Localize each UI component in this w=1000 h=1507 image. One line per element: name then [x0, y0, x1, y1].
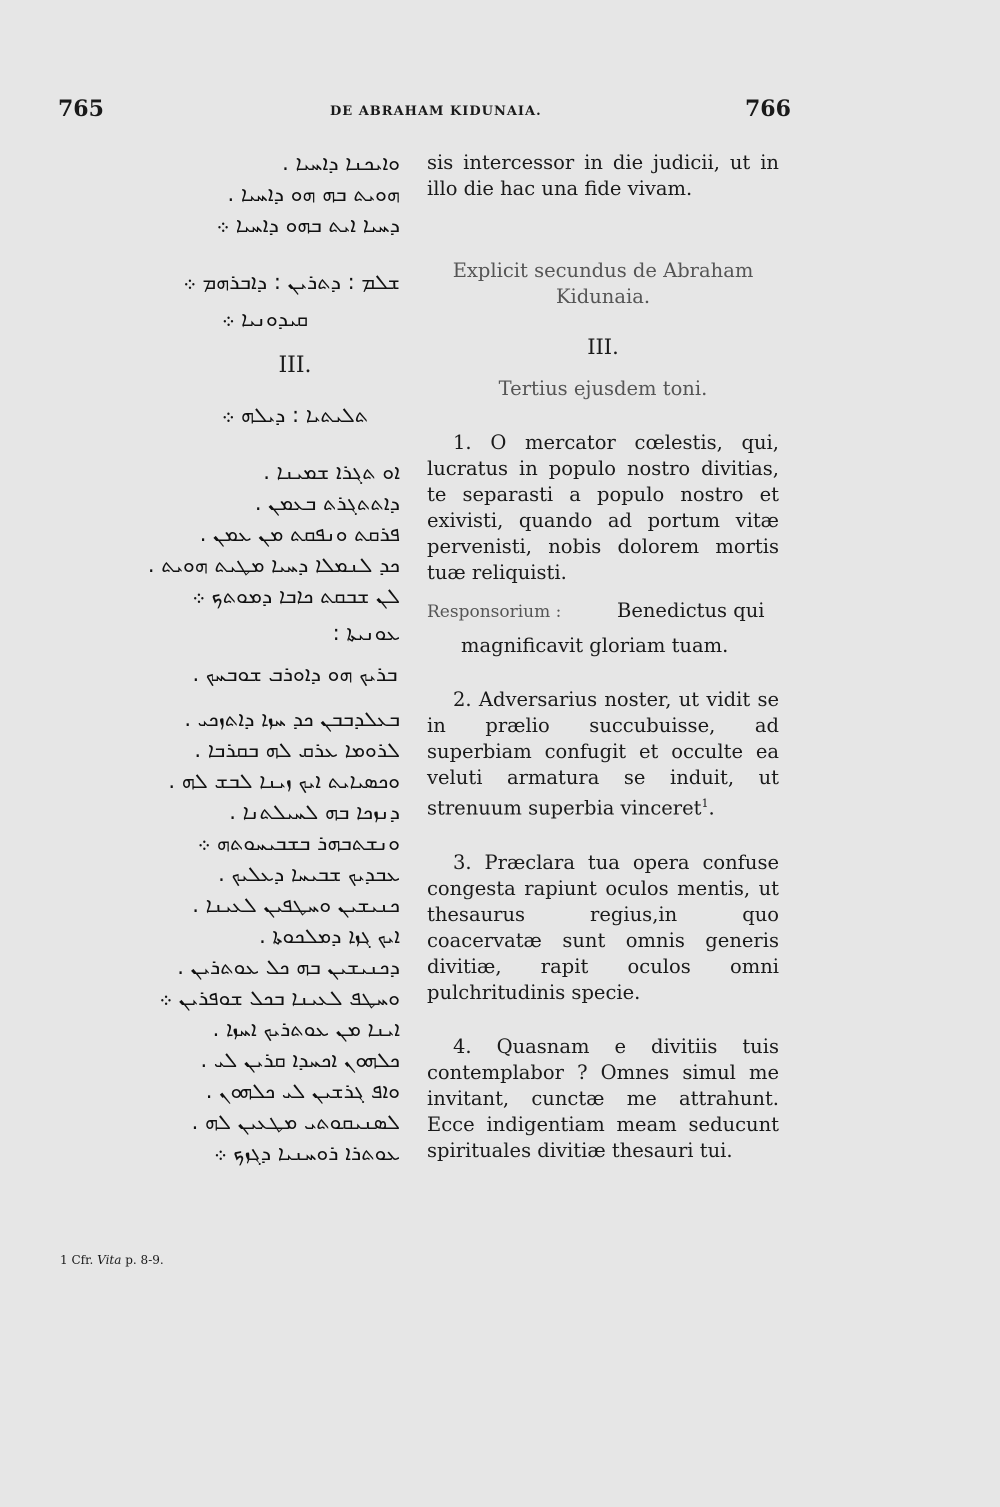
syriac-line: ܕܢܙܟܐ ܒܗ ܠܚܝܠܬܢܐ .	[229, 800, 400, 824]
opening-paragraph: sis intercessor in die judicii, ut in illo die hac una fide vivam.	[427, 151, 779, 200]
syriac-line: ܘܐܦ ܓܪܫܝܢ ܠܝ ܟܠܗܘܢ .	[205, 1079, 400, 1103]
syriac-stanza	[159, 859, 400, 1014]
page-number-right: 766	[745, 96, 791, 122]
syriac-line: ܘܐܝܟܢܐ ܕܐܚܝܐ .	[282, 151, 400, 175]
section-subtitle: Tertius ejusdem toni.	[498, 377, 708, 400]
syriac-line: ܕܚܝܐ ܐܝܬ ܒܗܘ ܕܐܚܝܐ ܀	[216, 213, 400, 237]
responsorium-label: Responsorium :	[427, 602, 562, 622]
syriac-stanza	[147, 457, 400, 612]
paragraph-2	[427, 687, 779, 822]
responsorium	[427, 598, 779, 659]
page-number-left: 765	[58, 96, 104, 122]
syriac-line: ܕܐܬܬܓܪܬ ܒܥܡܢ .	[254, 491, 400, 515]
syriac-responsory-text: ܒܪܝܟ ܗܘ ܕܐܘܪܒ ܫܘܒܚܟ .	[192, 662, 398, 686]
footnote	[60, 1253, 164, 1267]
syriac-line: ܐܝܟ ܓܙܐ ܕܡܠܟܘܬܐ .	[259, 924, 400, 948]
syriac-line: ܠܪܘܡܐ ܥܪܩ ܠܗ ܒܩܪܒܐ .	[194, 738, 400, 762]
syriac-line: ܘܟܣܝܐܝܬ ܐܝܟ ܙܝܢܐ ܠܒܫ ܠܗ .	[168, 769, 400, 793]
syriac-line: ܠܣܢܝܩܘܬܝ ܡܛܥܝܢ ܠܗ .	[191, 1110, 400, 1134]
syriac-line: ܘܢܫܬܒܗܪ ܒܫܒܝܚܘܬܗ ܀	[197, 831, 400, 855]
responsorium-text-1: Benedictus qui	[617, 599, 765, 622]
syriac-line: ܘܚܛܦ ܠܥܝܢܐ ܒܟܠ ܫܘܦܪܝܢ ܀	[159, 986, 400, 1010]
syriac-subheading: ܫܠܡ : ܕܬܪܝܢ : ܕܐܒܪܗܡ ܀	[183, 270, 400, 294]
explicit-note: Explicit secundus de Abraham Kidunaia.	[452, 259, 754, 308]
footnote-prefix: 1 Cfr.	[60, 1253, 94, 1267]
syriac-subheading: ܩܝܕܘܢܝܐ ܀	[221, 307, 309, 331]
syriac-line: ܠܢ ܫܒܩܬ ܟܐܒܐ ܕܡܘܬܟ ܀	[192, 584, 400, 608]
syriac-line: ܥܘܬܪܐ ܪܘܚܢܝܐ ܕܓܙܟ ܀	[213, 1141, 400, 1165]
syriac-line: ܒܥܠܕܒܒܢ ܟܕ ܚܙܐ ܕܐܬܙܟܝ .	[184, 707, 400, 731]
footnote-italic: Vita	[97, 1253, 122, 1267]
syriac-column	[147, 148, 400, 1169]
syriac-stanza	[190, 1014, 400, 1169]
syriac-line: ܟܢܝܫܝܢ ܘܚܛܦܝܢ ܠܥܝܢܐ .	[192, 893, 400, 917]
syriac-line: ܟܠܗܘܢ ܐܟܚܕܐ ܩܪܝܢ ܠܝ .	[200, 1048, 400, 1072]
syriac-line: ܐܘ ܬܓܪܐ ܫܡܝܢܐ .	[263, 460, 400, 484]
syriac-line: ܕܟܢܝܫܝܢ ܒܗ ܟܠ ܥܘܬܪܝܢ .	[177, 955, 400, 979]
syriac-responsory-label: ܥܘܢܝܬܐ :	[332, 621, 400, 645]
paragraph-2-text: 2. Adversarius noster, ut vidit se in prælio succubuisse, ad superbiam confugit et occulte ea veluti armatura se induit, ut strenuum superbia vinceret	[427, 688, 779, 820]
responsorium-text-2: magnificavit gloriam tuam.	[461, 634, 729, 657]
syriac-stanza	[168, 704, 400, 859]
syriac-subheading: ܬܠܝܬܝܐ : ܕܝܠܗ ܀	[221, 403, 369, 427]
paragraph-1: 1. O mercator cœlestis, qui, lucratus in populo nostro divitias, te separasti a populo nostro et exivisti, quando ad portum vitæ pervenisti, nobis dolorem mortis tuæ reliquisti.	[427, 431, 779, 584]
syriac-line: ܦܪܩܬ ܘܢܦܩܬ ܡܢ ܥܡܢ .	[199, 522, 400, 546]
paragraph-2-end: .	[708, 796, 715, 820]
syriac-line: ܟܕ ܠܢܡܠܐ ܕܚܝܐ ܡܛܝܬ ܗܘܝܬ .	[147, 553, 400, 577]
syriac-line: ܥܒܕܝܟ ܫܒܝܚܐ ܕܥܠܝܟ .	[218, 862, 400, 886]
syriac-line: ܗܘܝܬ ܒܗ ܗܘ ܕܐܚܝܐ .	[227, 182, 400, 206]
paragraph-3: 3. Præclara tua opera confuse congesta rapiunt oculos mentis, ut thesaurus regius,in quo coacervatæ sunt omnis generis divitiæ, rapit oculos omni pulchritudinis specie.	[427, 850, 779, 1004]
syriac-line: ܐܝܢܐ ܡܢ ܥܘܬܪܝܟ ܐܚܙܐ .	[212, 1017, 400, 1041]
section-numeral-right: III.	[587, 335, 619, 359]
footnote-marker: 1	[701, 797, 709, 810]
running-title: DE ABRAHAM KIDUNAIA.	[330, 104, 542, 119]
section-numeral-left: III.	[278, 353, 312, 378]
footnote-rest: p. 8-9.	[125, 1253, 164, 1267]
latin-column	[427, 150, 779, 1164]
paragraph-4: 4. Quasnam e divitiis tuis contemplabor ? Omnes simul me invitant, cunctæ me attrahunt. Ecce indigentiam meam seducunt spirituales divitiæ thesauri tui.	[427, 1034, 779, 1162]
